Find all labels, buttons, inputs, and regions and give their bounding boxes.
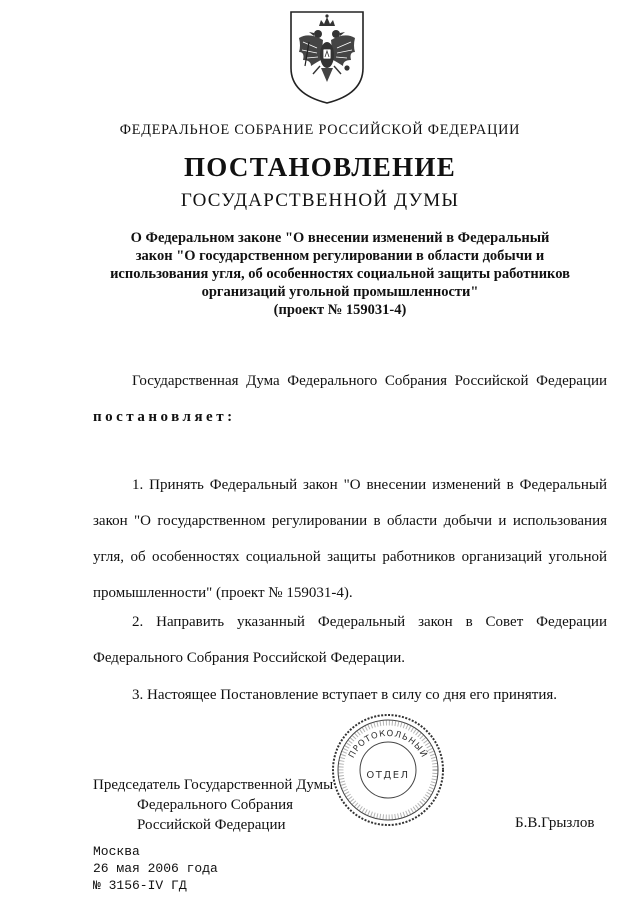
document-subject [90,229,590,319]
subject-line: организаций угольной промышленности" [201,284,479,300]
coat-of-arms-emblem [287,8,367,106]
signatory-title-line: Председатель Государственной Думы [93,777,334,793]
russian-double-headed-eagle-icon [287,8,367,106]
preamble-paragraph [93,363,607,435]
subject-line: О Федеральном законе "О внесении изменений в Федеральный [130,230,550,246]
svg-text:ПРОТОКОЛЬНЫЙ [347,729,431,760]
federal-assembly-heading: ФЕДЕРАЛЬНОЕ СОБРАНИЕ РОССИЙСКОЙ ФЕДЕРАЦИИ [119,122,521,138]
document-issuer-title: ГОСУДАРСТВЕННОЙ ДУМЫ [180,190,460,211]
protocol-department-seal-icon [330,712,446,828]
subject-line: закон "О государственном регулировании в области добычи и [135,248,545,264]
signatory-name: Б.В.Грызлов [515,815,595,831]
resolution-item-3: 3. Настоящее Постановление вступает в силу со дня его принятия. [132,687,558,703]
seal-ring-text: ПРОТОКОЛЬНЫЙ [347,728,429,760]
signatory-title-line: Федерального Собрания [137,797,294,813]
document-type-title: ПОСТАНОВЛЕНИЕ [183,152,456,182]
footer-number: № 3156-IV ГД [93,878,187,893]
resolution-item-2: 2. Направить указанный Федеральный закон в Совет Федерации Федерального Собрания Российской Федерации. [93,614,607,666]
resolution-item-1: 1. Принять Федеральный закон "О внесении изменений в Федеральный закон "О государственном регулировании в области добычи и использования угля, об особенностях социальной защиты работников организаций угольной промышленности" (проект № 159031-4). [93,477,607,601]
preamble-verb: постановляет: [93,409,236,425]
official-seal [330,712,446,828]
document-footer [93,843,218,894]
footer-city: Москва [93,844,140,859]
signatory-title-line: Российской Федерации [137,817,286,833]
subject-line: использования угля, об особенностях социальной защиты работников [110,266,570,282]
seal-center-text: ОТДЕЛ [366,770,410,781]
signatory-title-block [93,775,333,835]
footer-date: 26 мая 2006 года [93,861,218,876]
subject-line: (проект № 159031-4) [273,302,407,318]
preamble-text: Государственная Дума Федерального Собрания Российской Федерации [132,373,607,389]
